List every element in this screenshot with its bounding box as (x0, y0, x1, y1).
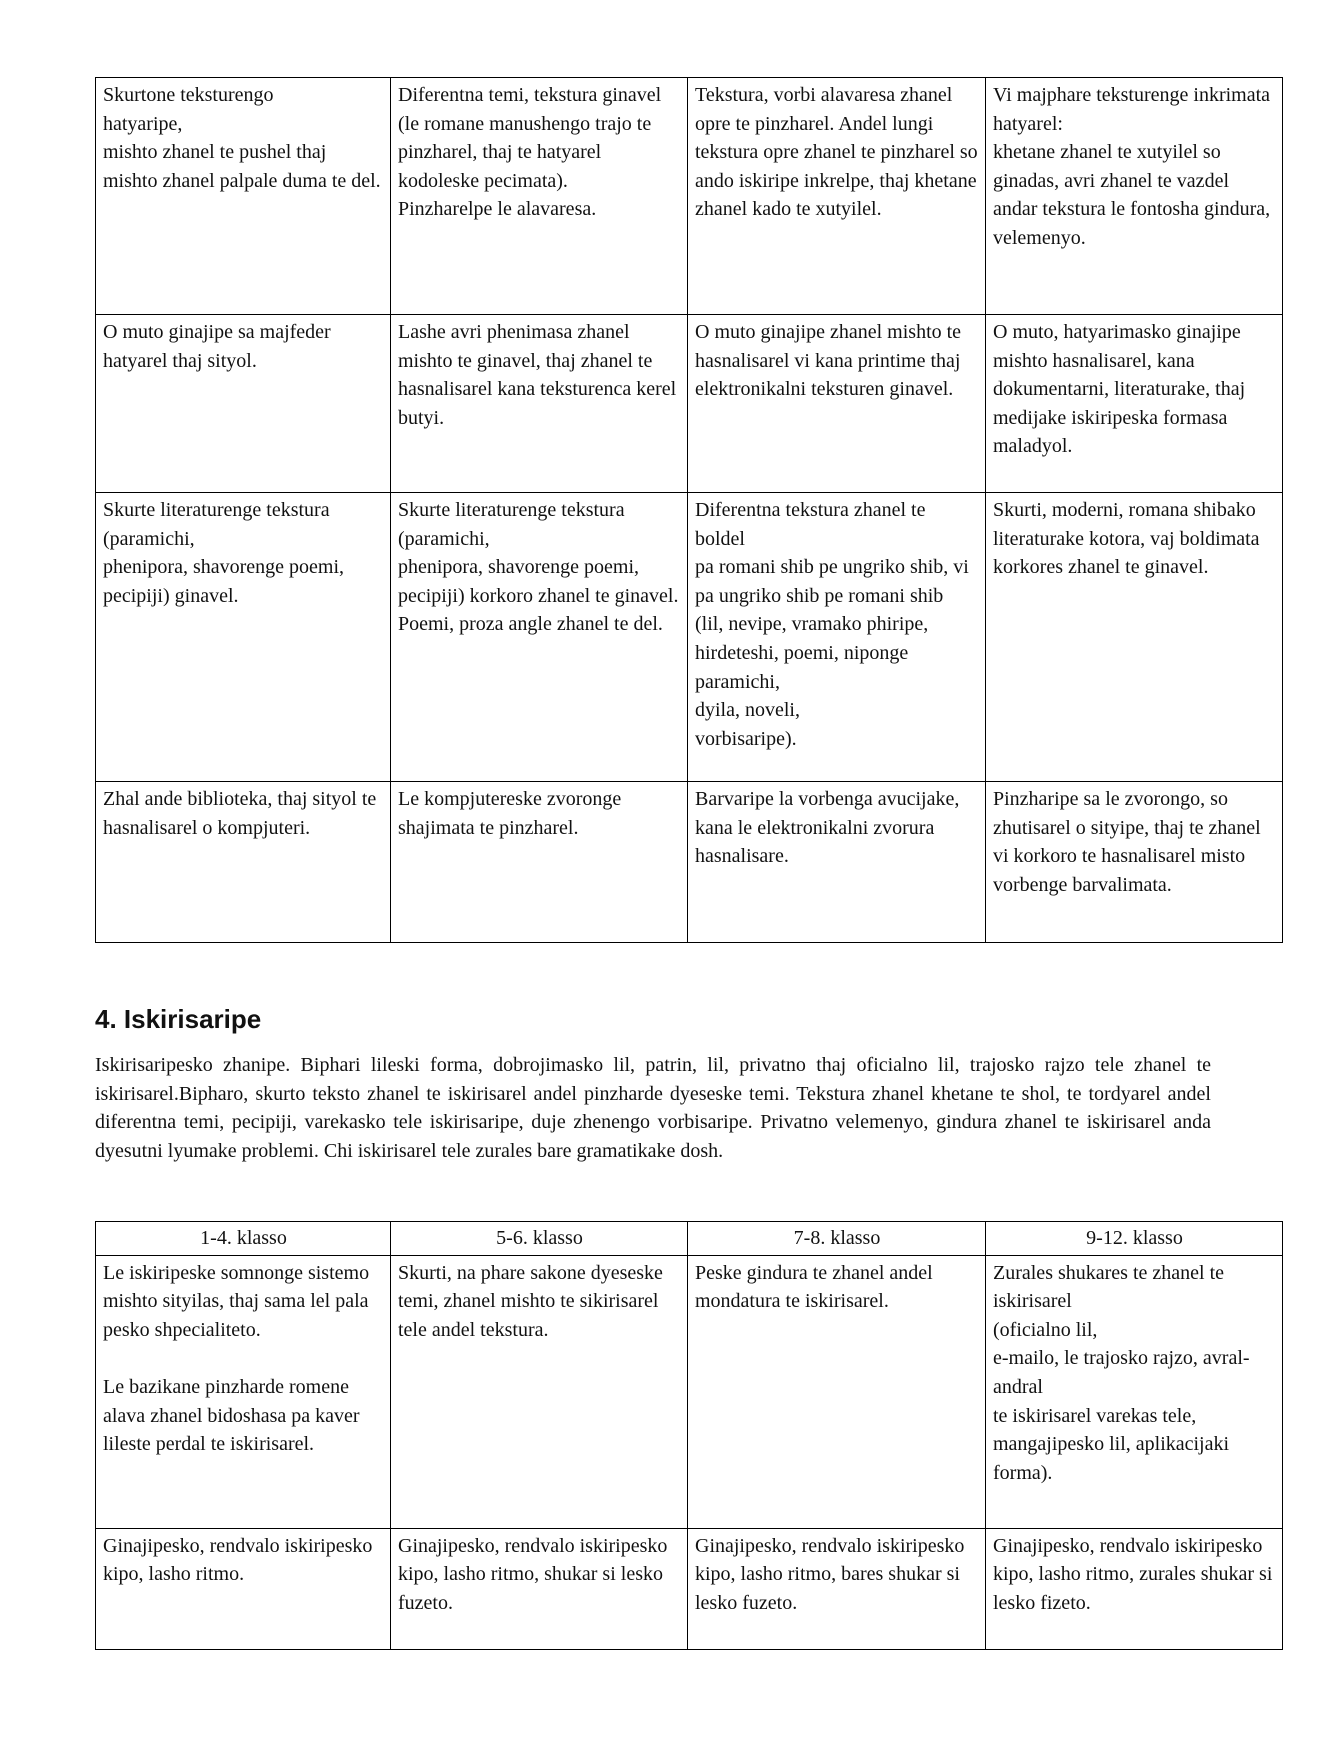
table-cell: Le kompjutereske zvoronge shajimata te pinzharel. (391, 782, 688, 943)
table-cell: Ginajipesko, rendvalo iskiripesko kipo, lasho ritmo, shukar si lesko fuzeto. (391, 1528, 688, 1649)
column-header: 1-4. klasso (96, 1222, 391, 1256)
table-row (96, 1528, 1283, 1649)
column-header: 9-12. klasso (986, 1222, 1283, 1256)
table-cell: Ginajipesko, rendvalo iskiripesko kipo, lasho ritmo, bares shukar si lesko fuzeto. (688, 1528, 986, 1649)
table-cell: O muto, hatyarimasko ginajipe mishto hasnalisarel, kana dokumentarni, literaturake, thaj medijake iskiripeska formasa maladyol. (986, 315, 1283, 493)
table-cell: Lashe avri phenimasa zhanel mishto te ginavel, thaj zhanel te hasnalisarel kana teksturenca kerel butyi. (391, 315, 688, 493)
table-cell: Tekstura, vorbi alavaresa zhanel opre te pinzharel. Andel lungi tekstura opre zhanel te pinzharel so ando iskiripe inkrelpe, thaj khetane zhanel kado te xutyilel. (688, 78, 986, 315)
table-cell: Skurtone teksturengo hatyaripe, mishto zhanel te pushel thaj mishto zhanel palpale duma te del. (96, 78, 391, 315)
table-cell: Skurte literaturenge tekstura (paramichi, phenipora, shavorenge poemi, pecipiji) ginavel. (96, 493, 391, 782)
table-row (96, 493, 1283, 782)
competency-table-top (95, 77, 1283, 943)
table-row (96, 1255, 1283, 1528)
table-cell: Zurales shukares te zhanel te iskirisarel (oficialno lil, e-mailo, le trajosko rajzo, avral-andral te iskirisarel varekas tele, mangajipesko lil, aplikacijaki forma). (986, 1255, 1283, 1528)
competency-table-bottom (95, 1221, 1283, 1650)
table-cell: Skurte literaturenge tekstura (paramichi, phenipora, shavorenge poemi, pecipiji) korkoro zhanel te ginavel. Poemi, proza angle zhanel te del. (391, 493, 688, 782)
table-cell: Diferentna temi, tekstura ginavel (le romane manushengo trajo te pinzharel, thaj te hatyarel kodoleske pecimata). Pinzharelpe le alavaresa. (391, 78, 688, 315)
table-cell: Peske gindura te zhanel andel mondatura te iskirisarel. (688, 1255, 986, 1528)
table-row (96, 78, 1283, 315)
section-paragraph: Iskirisaripesko zhanipe. Biphari lileski forma, dobrojimasko lil, patrin, lil, privatno thaj oficialno lil, trajosko rajzo tele zhanel te iskirisarel.Bipharo, skurto teksto zhanel te iskirisarel andel pinzharde dyeseske temi. Tekstura zhanel khetane te shol, te tordyarel andel diferentna temi, pecipiji, varekasko tele iskirisaripe, duje zhenengo vorbisaripe. Privatno velemenyo, gindura zhanel te iskirisarel anda dyesutni lyumake problemi. Chi iskirisarel tele zurales bare gramatikake dosh. (95, 1054, 1211, 1162)
table-cell: Le iskiripeske somnonge sistemo mishto sityilas, thaj sama lel pala pesko shpecialiteto. Le bazikane pinzharde romene alava zhanel bidoshasa pa kaver lileste perdal te iskirisarel. (96, 1255, 391, 1528)
table-cell: O muto ginajipe sa majfeder hatyarel thaj sityol. (96, 315, 391, 493)
table-cell: Diferentna tekstura zhanel te boldel pa romani shib pe ungriko shib, vi pa ungriko shib pe romani shib (lil, nevipe, vramako phiripe, hirdeteshi, poemi, niponge paramichi, dyila, noveli, vorbisaripe). (688, 493, 986, 782)
column-header: 5-6. klasso (391, 1222, 688, 1256)
table-cell: Skurti, moderni, romana shibako literaturake kotora, vaj boldimata korkores zhanel te ginavel. (986, 493, 1283, 782)
table-cell: Vi majphare teksturenge inkrimata hatyarel: khetane zhanel te xutyilel so ginadas, avri zhanel te vazdel andar tekstura le fontosha gindura, velemenyo. (986, 78, 1283, 315)
table-cell: Ginajipesko, rendvalo iskiripesko kipo, lasho ritmo, zurales shukar si lesko fizeto. (986, 1528, 1283, 1649)
table-cell: Skurti, na phare sakone dyeseske temi, zhanel mishto te sikirisarel tele andel tekstura. (391, 1255, 688, 1528)
table-cell: Barvaripe la vorbenga avucijake, kana le elektronikalni zvorura hasnalisare. (688, 782, 986, 943)
table-cell: Ginajipesko, rendvalo iskiripesko kipo, lasho ritmo. (96, 1528, 391, 1649)
table-cell: Zhal ande biblioteka, thaj sityol te hasnalisarel o kompjuteri. (96, 782, 391, 943)
section-heading: 4. Iskirisaripe (95, 1004, 262, 1034)
table-cell: Pinzharipe sa le zvorongo, so zhutisarel o sityipe, thaj te zhanel vi korkoro te hasnalisarel misto vorbenge barvalimata. (986, 782, 1283, 943)
table-row (96, 782, 1283, 943)
table-cell: O muto ginajipe zhanel mishto te hasnalisarel vi kana printime thaj elektronikalni teksturen ginavel. (688, 315, 986, 493)
table-row (96, 315, 1283, 493)
column-header: 7-8. klasso (688, 1222, 986, 1256)
table-header-row (96, 1222, 1283, 1256)
